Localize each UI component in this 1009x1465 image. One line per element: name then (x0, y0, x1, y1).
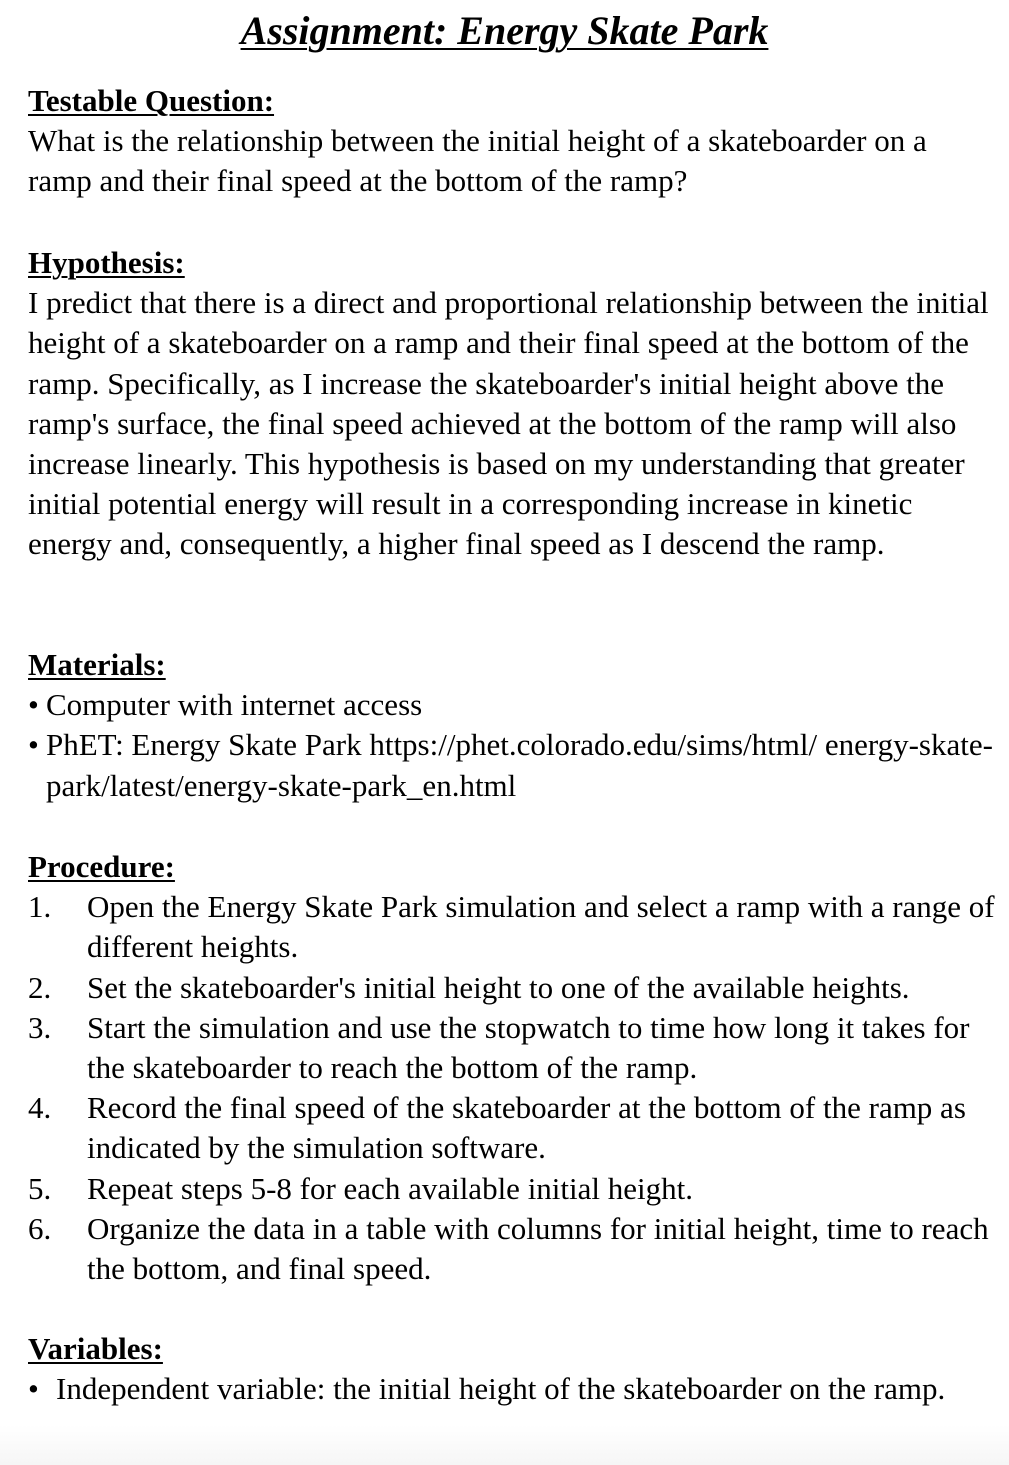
list-item (28, 1209, 998, 1289)
step-text: Open the Energy Skate Park simulation and select a ramp with a range of different heights. (87, 889, 995, 965)
step-number: 5. (28, 1170, 52, 1206)
step-number: 3. (28, 1009, 52, 1045)
step-number: 6. (28, 1210, 52, 1246)
list-item (28, 887, 998, 967)
list-item (28, 685, 998, 725)
bullet-icon: • (28, 1371, 39, 1407)
list-item (28, 1088, 998, 1168)
list-item (28, 725, 998, 805)
document-title: Assignment: Energy Skate Park (240, 8, 769, 53)
step-text: Record the final speed of the skateboarder at the bottom of the ramp as indicated by the simulation software. (87, 1090, 966, 1166)
hypothesis-heading: Hypothesis: (28, 245, 185, 280)
variable-text: Independent variable: the initial height of the skateboarder on the ramp. (56, 1371, 946, 1407)
procedure-section (28, 847, 998, 1289)
material-text: PhET: Energy Skate Park https://phet.colorado.edu/sims/html/ energy-skate-park/latest/energy-skate-park_en.html (46, 727, 993, 803)
list-item (28, 1369, 998, 1409)
hypothesis-section (28, 243, 998, 565)
testable-question-heading: Testable Question: (28, 83, 275, 118)
materials-section (28, 645, 998, 806)
step-text: Set the skateboarder's initial height to one of the available heights. (87, 969, 910, 1005)
step-text: Organize the data in a table with columns for initial height, time to reach the bottom, and final speed. (87, 1210, 989, 1287)
step-number: 4. (28, 1090, 52, 1126)
step-number: 1. (28, 889, 52, 925)
step-number: 2. (28, 969, 52, 1005)
variables-list (28, 1369, 998, 1409)
hypothesis-text: I predict that there is a direct and proportional relationship between the initial height of a skateboarder on a ramp and their final speed at the bottom of the ramp. Specifically, as I increase the skateboarder's initial height above the ramp's surface, the final speed achieved at the bottom of the ramp will also increase linearly. This hypothesis is based on my understanding that greater initial potential energy will result in a corresponding increase in kinetic energy and, consequently, a higher final speed as I descend the ramp. (28, 285, 989, 562)
procedure-steps (28, 887, 998, 1289)
step-text: Repeat steps 5-8 for each available initial height. (87, 1170, 693, 1206)
bullet-icon: • (28, 727, 39, 763)
list-item (28, 1169, 998, 1209)
materials-list (28, 685, 998, 806)
step-text: Start the simulation and use the stopwatch to time how long it takes for the skateboarder to reach the bottom of the ramp. (87, 1009, 970, 1086)
testable-question-text: What is the relationship between the initial height of a skateboarder on a ramp and their final speed at the bottom of the ramp? (28, 123, 927, 199)
testable-question-section (28, 81, 998, 202)
variables-section (28, 1329, 998, 1409)
material-text: Computer with internet access (46, 687, 423, 723)
list-item (28, 1008, 998, 1088)
procedure-heading: Procedure: (28, 849, 175, 884)
bottom-fade (0, 1425, 1009, 1465)
materials-heading: Materials: (28, 647, 166, 682)
list-item (28, 968, 998, 1008)
variables-heading: Variables: (28, 1331, 163, 1366)
bullet-icon: • (28, 687, 39, 723)
